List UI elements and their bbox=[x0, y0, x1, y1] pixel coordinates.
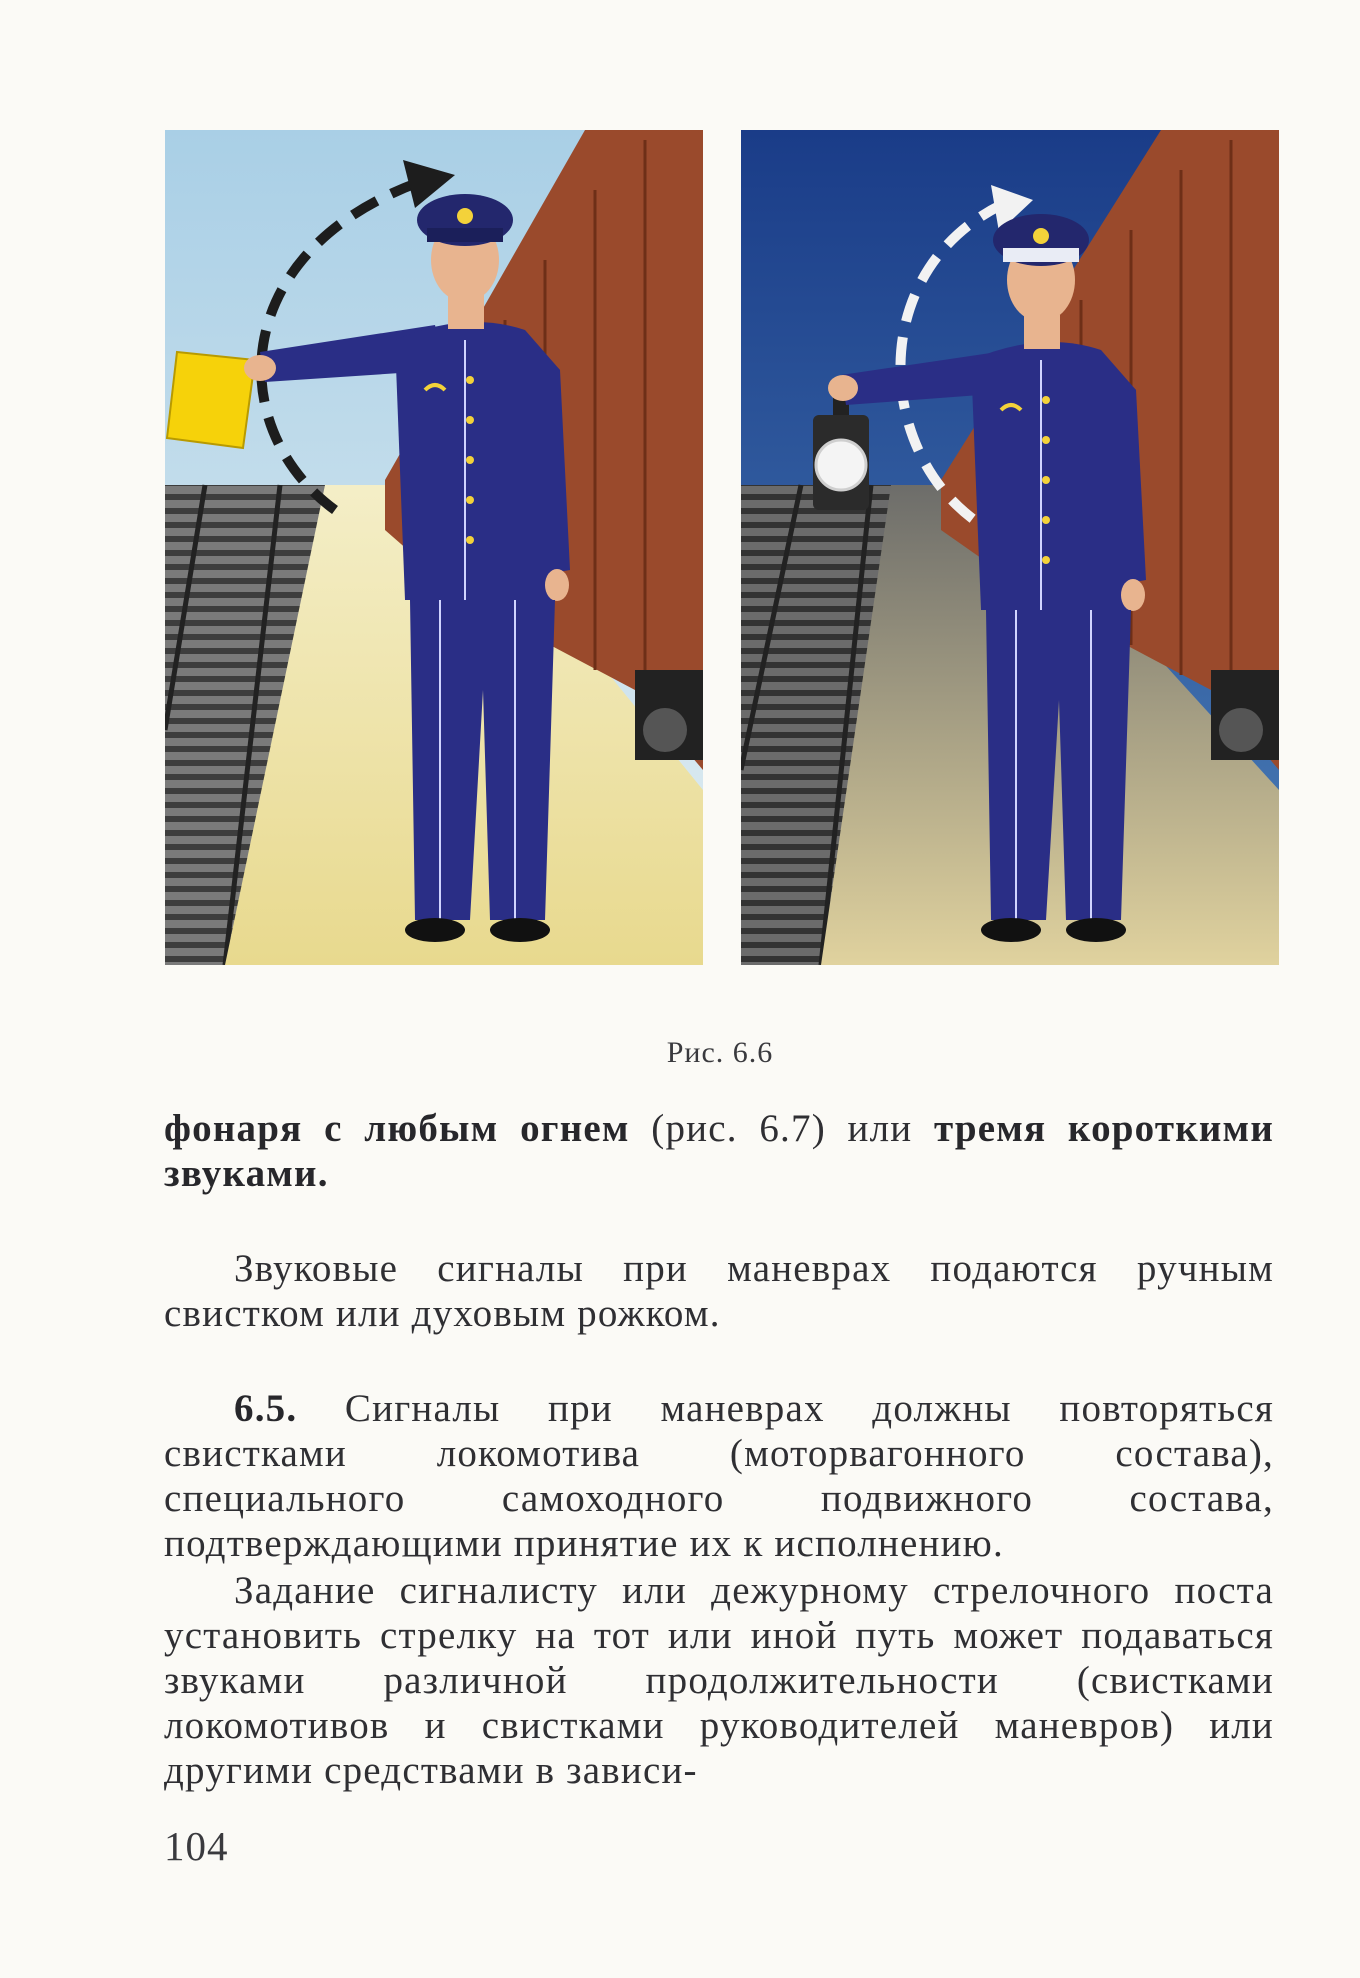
paragraph-text: Звуковые сигналы при маневрах подаются ручным свистком или духовым рожком. bbox=[164, 1247, 1274, 1335]
illustration-flag-signal bbox=[165, 130, 703, 965]
paragraph-switch-task bbox=[164, 1568, 1274, 1793]
paragraph-6-5 bbox=[164, 1386, 1274, 1566]
paragraph-continuation bbox=[164, 1106, 1274, 1196]
yellow-flag bbox=[167, 352, 255, 448]
paragraph-text: Сигналы при маневрах должны повторяться свистками локомотива (моторвагонного состава), специального самоходного подвижного состава, подтверждающими принятие их к исполнению. bbox=[164, 1387, 1274, 1565]
plain-text: (рис. 6.7) или bbox=[629, 1107, 934, 1150]
page-number: 104 bbox=[164, 1823, 229, 1869]
lantern-signal-drawing bbox=[741, 130, 1279, 965]
section-number: 6.5. bbox=[234, 1387, 298, 1430]
paragraph-sound-signals bbox=[164, 1246, 1274, 1336]
figure-caption: Рис. 6.6 bbox=[666, 1036, 774, 1069]
paragraph-text: Задание сигналисту или дежурному стрелочного поста установить стрелку на тот или иной путь может подаваться звуками различной продолжительности (свистками локомотивов и свистками руководителей маневров) или другими средствами в зависи- bbox=[164, 1569, 1274, 1792]
bold-phrase-lantern: фонаря с любым огнем bbox=[164, 1107, 630, 1150]
illustration-lantern-signal bbox=[741, 130, 1279, 965]
flag-signal-drawing bbox=[165, 130, 703, 965]
bold-phrase-sounds: тремя короткими звуками. bbox=[164, 1107, 1274, 1195]
